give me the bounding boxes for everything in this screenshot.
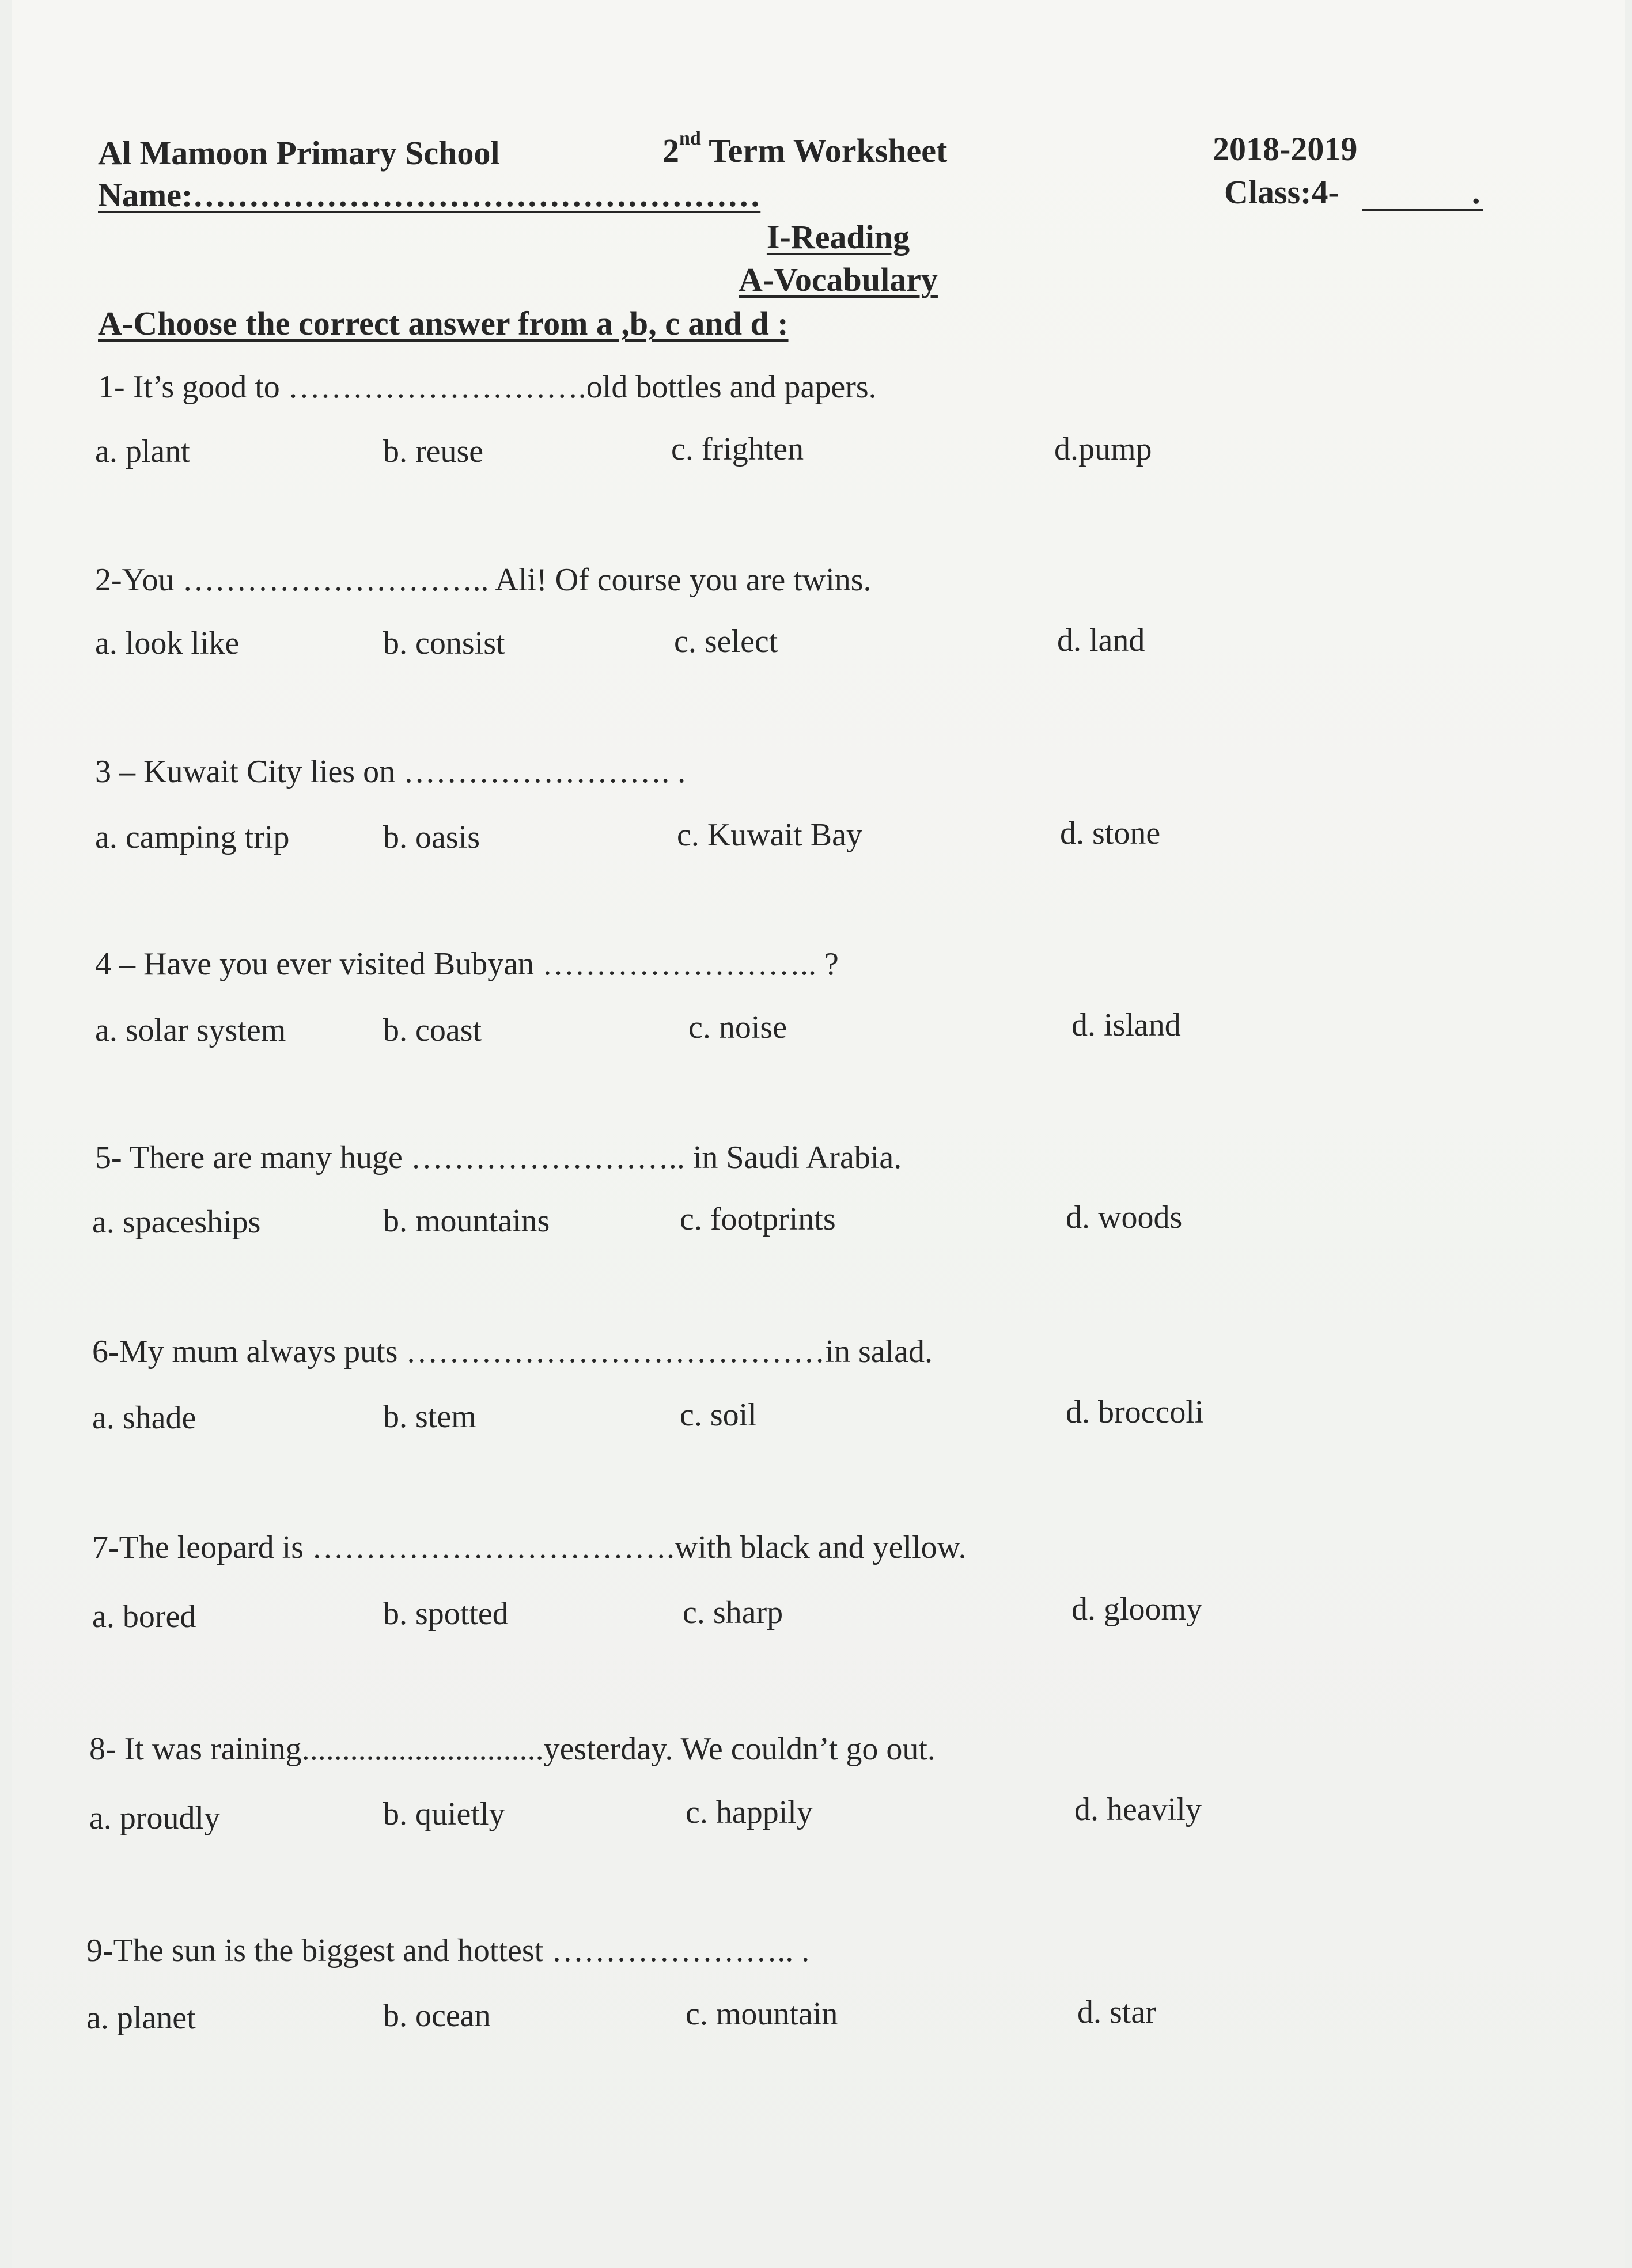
option-8b[interactable]: b. quietly <box>383 1796 505 1832</box>
option-9a[interactable]: a. planet <box>86 2000 196 2036</box>
option-6a[interactable]: a. shade <box>92 1400 196 1436</box>
question-9: 9-The sun is the biggest and hottest ………………….. . <box>86 1933 810 1969</box>
option-2d[interactable]: d. land <box>1057 623 1145 658</box>
class-field[interactable]: Class:4- <box>1224 173 1339 211</box>
question-4: 4 – Have you ever visited Bubyan …………………….. ? <box>95 946 839 982</box>
option-3c[interactable]: c. Kuwait Bay <box>677 817 862 853</box>
option-5a[interactable]: a. spaceships <box>92 1204 261 1240</box>
option-6c[interactable]: c. soil <box>680 1397 757 1433</box>
option-3d[interactable]: d. stone <box>1060 816 1161 851</box>
question-3: 3 – Kuwait City lies on ……………………. . <box>95 754 686 790</box>
option-9b[interactable]: b. ocean <box>383 1998 491 2034</box>
name-field[interactable]: Name:…………………………………………… <box>98 176 761 214</box>
question-2: 2-You ……………………….. Ali! Of course you are twins. <box>95 562 872 598</box>
section-vocabulary: A-Vocabulary <box>739 261 938 298</box>
class-dot: . <box>1472 173 1480 211</box>
question-5: 5- There are many huge …………………….. in Saudi Arabia. <box>95 1140 902 1175</box>
option-3a[interactable]: a. camping trip <box>95 820 290 855</box>
school-name: Al Mamoon Primary School <box>98 134 500 172</box>
instruction: A-Choose the correct answer from a ,b, c and d : <box>98 305 789 342</box>
option-4a[interactable]: a. solar system <box>95 1012 286 1048</box>
section-reading: I-Reading <box>766 218 910 256</box>
option-6d[interactable]: d. broccoli <box>1066 1394 1204 1430</box>
option-1c[interactable]: c. frighten <box>671 431 804 467</box>
class-blank-line <box>1362 209 1483 211</box>
worksheet-title <box>662 128 948 170</box>
option-9c[interactable]: c. mountain <box>686 1996 838 2032</box>
option-7b[interactable]: b. spotted <box>383 1596 509 1632</box>
term-number: 2 <box>662 132 679 169</box>
question-1: 1- It’s good to ……………………….old bottles and papers. <box>98 369 877 405</box>
option-2a[interactable]: a. look like <box>95 625 240 661</box>
option-5d[interactable]: d. woods <box>1066 1200 1183 1235</box>
option-7a[interactable]: a. bored <box>92 1599 196 1634</box>
option-8c[interactable]: c. happily <box>686 1795 813 1830</box>
option-1a[interactable]: a. plant <box>95 434 190 469</box>
option-2b[interactable]: b. consist <box>383 625 505 661</box>
option-1d[interactable]: d.pump <box>1054 431 1152 467</box>
term-suffix: nd <box>679 128 701 149</box>
option-6b[interactable]: b. stem <box>383 1399 476 1435</box>
question-6: 6-My mum always puts …………………………………in salad. <box>92 1334 933 1370</box>
option-7d[interactable]: d. gloomy <box>1071 1591 1203 1627</box>
option-8a[interactable]: a. proudly <box>89 1800 221 1836</box>
option-7c[interactable]: c. sharp <box>683 1595 783 1630</box>
option-8d[interactable]: d. heavily <box>1074 1792 1202 1827</box>
option-3b[interactable]: b. oasis <box>383 820 480 855</box>
school-year: 2018-2019 <box>1213 130 1358 168</box>
option-5b[interactable]: b. mountains <box>383 1203 550 1239</box>
option-5c[interactable]: c. footprints <box>680 1201 836 1237</box>
option-1b[interactable]: b. reuse <box>383 434 484 469</box>
question-7: 7-The leopard is …………………………….with black and yellow. <box>92 1530 967 1565</box>
worksheet-page <box>12 0 1625 2268</box>
term-title: Term Worksheet <box>700 132 948 169</box>
option-9d[interactable]: d. star <box>1077 1994 1156 2030</box>
question-8: 8- It was raining..............................yesterday. We couldn’t go out. <box>89 1731 936 1767</box>
option-4d[interactable]: d. island <box>1071 1007 1181 1043</box>
option-4b[interactable]: b. coast <box>383 1012 482 1048</box>
option-2c[interactable]: c. select <box>674 624 778 659</box>
option-4c[interactable]: c. noise <box>688 1010 787 1045</box>
